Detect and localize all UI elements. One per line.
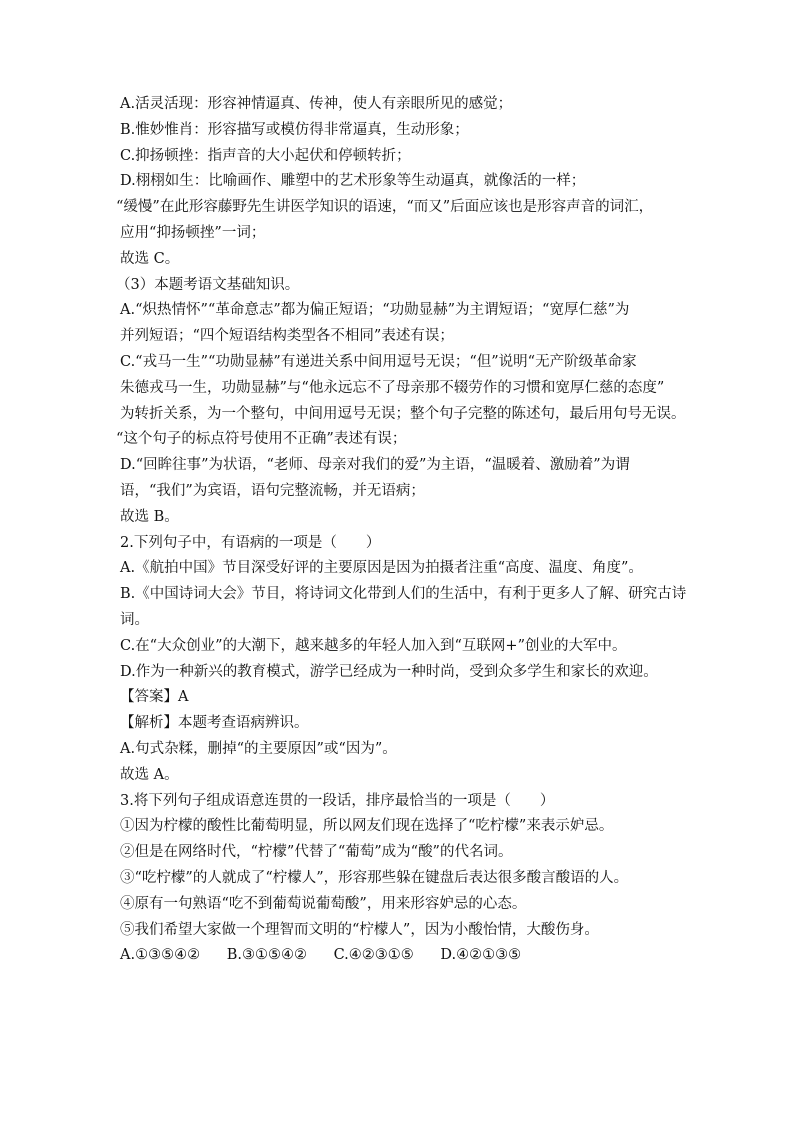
option-line: 词。 — [120, 611, 149, 628]
text-line: D.“回眸往事”为状语，“老师、母亲对我们的爱”为主语，“温暖着、激励着”为谓 — [120, 457, 630, 474]
option-d: D.④②①③⑤ — [440, 947, 522, 964]
text-line: 应用“抑扬顿挫”一词； — [120, 224, 266, 241]
sentence-line: ③“吃柠檬”的人就成了“柠檬人”，形容那些躲在键盘后表达很多酸言酸语的人。 — [120, 869, 629, 886]
sentence-line: ④原有一句熟语“吃不到葡萄说葡萄酸”，用来形容妒忌的心态。 — [120, 895, 527, 912]
text-line: C.“戎马一生”“功勋显赫”有递进关系中间用逗号无误；“但”说明“无产阶级革命家 — [120, 353, 637, 370]
sentence-line: ②但是在网络时代，“柠檬”代替了“葡萄”成为“酸”的代名词。 — [120, 844, 513, 861]
sentence-line: ⑤我们希望大家做一个理智而文明的“柠檬人”，因为小酸怡情，大酸伤身。 — [120, 921, 599, 938]
option-line: C.在“大众创业”的大潮下，越来越多的年轻人加入到“互联网+”创业的大军中。 — [120, 637, 627, 654]
text-line: 语，“我们”为宾语，语句完整流畅，并无语病； — [120, 482, 425, 499]
text-line: A.“炽热情怀”“革命意志”都为偏正短语；“功勋显赫”为主谓短语；“宽厚仁慈”为 — [120, 302, 630, 319]
text-line: D.栩栩如生：比喻画作、雕塑中的艺术形象等生动逼真，就像活的一样； — [120, 173, 586, 190]
answer-options — [120, 943, 680, 969]
text-line: 为转折关系，为一个整句，中间用逗号无误；整个句子完整的陈述句，最后用句号无误。 — [120, 405, 686, 422]
option-c: C.④②③①⑤ — [333, 947, 414, 964]
question-title: 2.下列句子中，有语病的一项是（ ） — [120, 534, 381, 551]
sentence-line: ①因为柠檬的酸性比葡萄明显，所以网友们现在选择了“吃柠檬”来表示妒忌。 — [120, 818, 614, 835]
question-title: 3.将下列句子组成语意连贯的一段话，排序最恰当的一项是（ ） — [120, 792, 555, 809]
option-b: B.③①⑤④② — [226, 947, 307, 964]
text-line: 故选 C。 — [120, 250, 180, 267]
text-line: C.抑扬顿挫：指声音的大小起伏和停顿转折； — [120, 147, 411, 164]
option-a: A.①③⑤④② — [120, 947, 201, 964]
answer-line: 【答案】A — [120, 689, 189, 706]
option-line: D.作为一种新兴的教育模式，游学已经成为一种时尚，受到众多学生和家长的欢迎。 — [120, 663, 658, 680]
option-line: A.《航拍中国》节目深受好评的主要原因是因为拍摄者注重“高度、温度、角度”。 — [120, 560, 643, 577]
text-line: 朱德戎马一生，功勋显赫”与“他永远忘不了母亲那不辍劳作的习惯和宽厚仁慈的态度” — [120, 379, 665, 396]
option-line: B.《中国诗词大会》节目，将诗词文化带到人们的生活中，有利于更多人了解、研究古诗 — [120, 586, 687, 603]
text-line: “缓慢”在此形容藤野先生讲医学知识的语速，“而又”后面应该也是形容声音的词汇， — [116, 199, 654, 216]
text-line: A.活灵活现：形容神情逼真、传神，使人有亲眼所见的感觉； — [120, 96, 513, 112]
text-line: 故选 A。 — [120, 766, 179, 783]
text-line: A.句式杂糅，删掉“的主要原因”或“因为”。 — [120, 740, 397, 757]
text-line: 故选 B。 — [120, 508, 179, 525]
text-line: 并列短语；“四个短语结构类型各不相同”表述有误； — [120, 328, 454, 345]
document-page — [116, 92, 687, 969]
text-line: B.惟妙惟肖：形容描写或模仿得非常逼真，生动形象； — [120, 121, 469, 138]
text-line: （3）本题考语文基础知识。 — [116, 276, 300, 293]
analysis-line: 【解析】本题考查语病辨识。 — [120, 715, 309, 732]
text-line: “这个句子的标点符号使用不正确”表述有误； — [116, 431, 407, 448]
